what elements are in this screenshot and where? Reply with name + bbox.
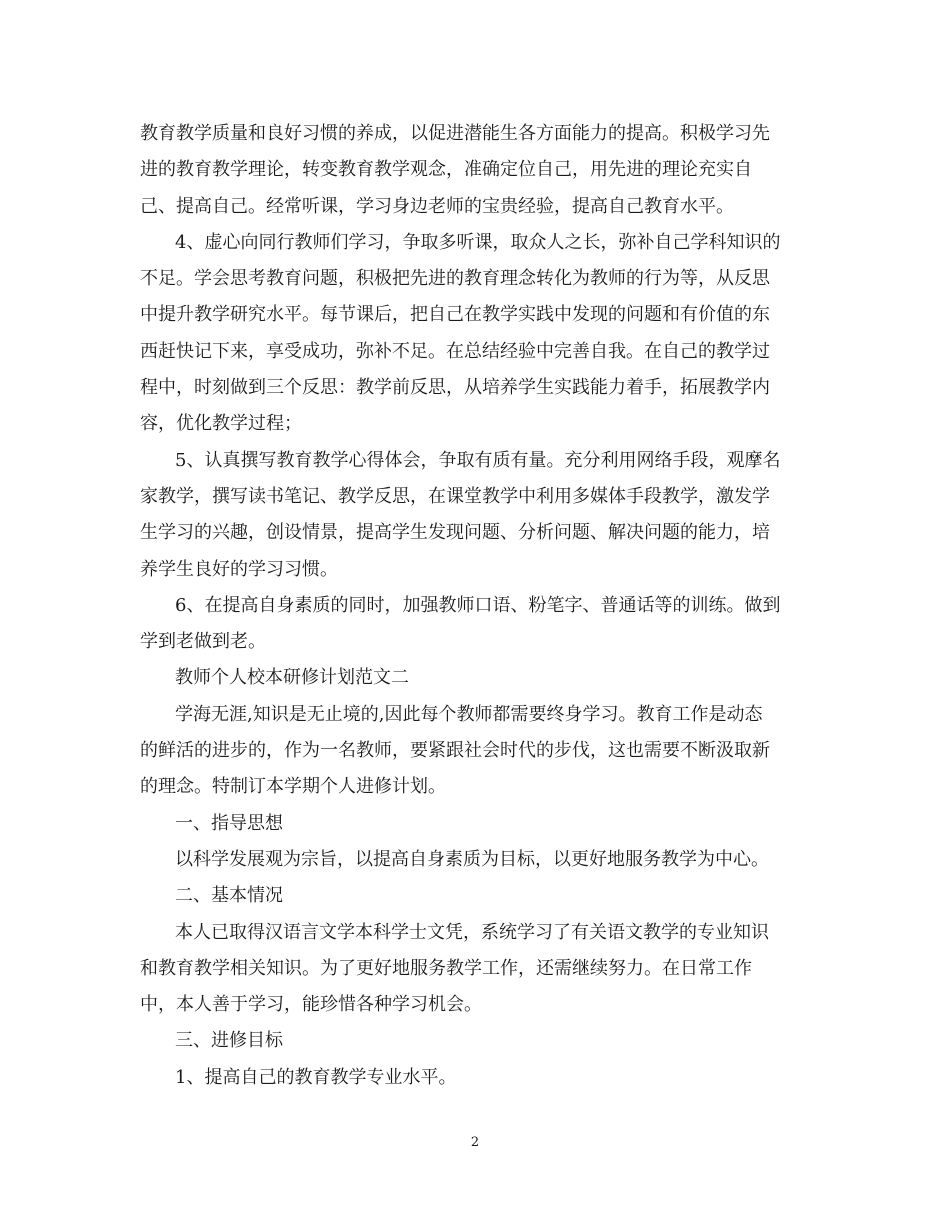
text-line: 本人已取得汉语言文学本科学士文凭，系统学习了有关语文教学的专业知识	[175, 921, 769, 943]
text-line: 程中，时刻做到三个反思：教学前反思，从培养学生实践能力着手，拓展教学内	[140, 377, 770, 399]
text-line: 6、在提高自身素质的同时，加强教师口语、粉笔字、普通话等的训练。做到	[175, 594, 781, 616]
text-line: 中提升教学研究水平。每节课后，把自己在教学实践中发现的问题和有价值的东	[140, 304, 770, 326]
text-line: 三、进修目标	[175, 1030, 283, 1052]
text-line: 1、提高自己的教育教学专业水平。	[175, 1066, 457, 1088]
text-line: 以科学发展观为宗旨，以提高自身素质为目标，以更好地服务教学为中心。	[175, 848, 769, 870]
text-line: 的理念。特制订本学期个人进修计划。	[140, 776, 446, 798]
text-line: 和教育教学相关知识。为了更好地服务教学工作，还需继续努力。在日常工作	[140, 957, 752, 979]
page-number: 2	[470, 1135, 480, 1150]
text-line: 西赶快记下来，享受成功，弥补不足。在总结经验中完善自我。在自己的教学过	[140, 340, 770, 362]
text-line: 二、基本情况	[175, 885, 283, 907]
text-line: 5、认真撰写教育教学心得体会，争取有质有量。充分利用网络手段，观摩名	[175, 449, 781, 471]
text-line: 一、指导思想	[175, 812, 283, 834]
text-line: 养学生良好的学习习惯。	[140, 558, 338, 580]
text-line: 的鲜活的进步的，作为一名教师，要紧跟社会时代的步伐，这也需要不断汲取新	[140, 740, 770, 762]
document-body	[140, 116, 820, 1096]
text-line: 学海无涯,知识是无止境的,因此每个教师都需要终身学习。教育工作是动态	[175, 703, 763, 725]
text-line: 教师个人校本研修计划范文二	[175, 667, 409, 689]
text-line: 己、提高自己。经常听课，学习身边老师的宝贵经验，提高自己教育水平。	[140, 195, 734, 217]
text-line: 容，优化教学过程；	[140, 413, 302, 435]
text-line: 不足。学会思考教育问题，积极把先进的教育理念转化为教师的行为等，从反思	[140, 268, 770, 290]
text-line: 中，本人善于学习，能珍惜各种学习机会。	[140, 994, 482, 1016]
text-line: 家教学，撰写读书笔记、教学反思，在课堂教学中利用多媒体手段教学，激发学	[140, 485, 770, 507]
text-line: 教育教学质量和良好习惯的养成，以促进潜能生各方面能力的提高。积极学习先	[140, 123, 770, 144]
text-line: 进的教育教学理论，转变教育教学观念，准确定位自己，用先进的理论充实自	[140, 159, 752, 181]
text-line: 学到老做到老。	[140, 631, 266, 653]
text-line: 4、虚心向同行教师们学习，争取多听课，取众人之长，弥补自己学科知识的	[175, 231, 781, 253]
text-line: 生学习的兴趣，创设情景，提高学生发现问题、分析问题、解决问题的能力，培	[140, 522, 770, 544]
